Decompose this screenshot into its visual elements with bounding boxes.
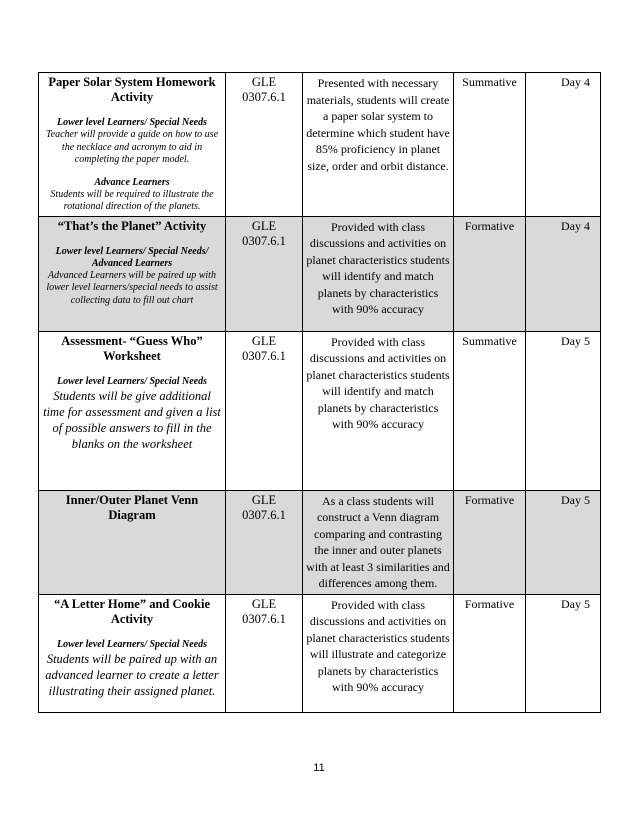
gle-cell: GLE 0307.6.1 xyxy=(226,331,303,490)
assessment-type-cell: Formative xyxy=(454,490,526,594)
activity-title: Paper Solar System Homework Activity xyxy=(48,75,216,104)
page-number: 11 xyxy=(313,762,325,774)
learner-group-label: Lower level Learners/ Special Needs/ Advanced Learners xyxy=(55,245,209,269)
table-row xyxy=(39,490,601,594)
assessment-type-cell: Formative xyxy=(454,594,526,712)
activity-title: Assessment- “Guess Who” Worksheet xyxy=(61,333,203,363)
day-cell: Day 4 xyxy=(526,216,601,331)
learner-group-text: Students will be paired up with an advanced learner to create a letter illustrating their assigned planet. xyxy=(45,651,219,698)
gle-cell: GLE 0307.6.1 xyxy=(226,216,303,331)
activity-cell xyxy=(39,490,226,594)
day-cell: Day 4 xyxy=(526,73,601,217)
gle-cell: GLE 0307.6.1 xyxy=(226,490,303,594)
lesson-plan-table xyxy=(38,72,601,713)
objective-cell: Provided with class discussions and activities on planet characteristics students will illustrate and categorize planets by characteristics with 90% accuracy xyxy=(303,594,454,712)
objective-cell: As a class students will construct a Venn diagram comparing and contrasting the inner and outer planets with at least 3 similarities and differences among them. xyxy=(303,490,454,594)
day-cell: Day 5 xyxy=(526,331,601,490)
assessment-type-cell: Formative xyxy=(454,216,526,331)
gle-cell: GLE 0307.6.1 xyxy=(226,594,303,712)
objective-cell: Presented with necessary materials, students will create a paper solar system to determine which student have 85% proficiency in planet size, order and orbit distance. xyxy=(303,73,454,217)
gle-cell: GLE 0307.6.1 xyxy=(226,73,303,217)
learner-group-label: Lower level Learners/ Special Needs xyxy=(57,638,207,650)
activity-cell xyxy=(39,594,226,712)
table-row xyxy=(39,216,601,331)
activity-cell xyxy=(39,216,226,331)
learner-group-text: Students will be required to illustrate the rotational direction of the planets. xyxy=(50,188,214,212)
activity-cell xyxy=(39,331,226,490)
assessment-type-cell: Summative xyxy=(454,331,526,490)
activity-cell xyxy=(39,73,226,217)
activity-title: “That’s the Planet” Activity xyxy=(57,218,207,233)
table-row xyxy=(39,73,601,217)
learner-group-label: Lower level Learners/ Special Needs xyxy=(57,375,207,387)
learner-group-label: Advance Learners xyxy=(94,176,170,188)
day-cell: Day 5 xyxy=(526,490,601,594)
objective-cell: Provided with class discussions and activities on planet characteristics students will identify and match planets by characteristics with 90% accuracy xyxy=(303,216,454,331)
learner-group-text: Advanced Learners will be paired up with lower level learners/special needs to assist collecting data to fill out chart xyxy=(46,269,218,306)
objective-cell: Provided with class discussions and activities on planet characteristics students will identify and match planets by characteristics with 90% accuracy xyxy=(303,331,454,490)
table-row xyxy=(39,331,601,490)
activity-title: “A Letter Home” and Cookie Activity xyxy=(53,596,210,626)
activity-title: Inner/Outer Planet Venn Diagram xyxy=(65,492,199,522)
learner-group-text: Students will be give additional time for assessment and given a list of possible answers to fill in the blanks on the worksheet xyxy=(43,388,221,451)
table-row xyxy=(39,594,601,712)
assessment-type-cell: Summative xyxy=(454,73,526,217)
day-cell: Day 5 xyxy=(526,594,601,712)
learner-group-label: Lower level Learners/ Special Needs xyxy=(57,117,207,128)
learner-group-text: Teacher will provide a guide on how to use the necklace and acronym to aid in completing the paper model. xyxy=(45,129,219,165)
